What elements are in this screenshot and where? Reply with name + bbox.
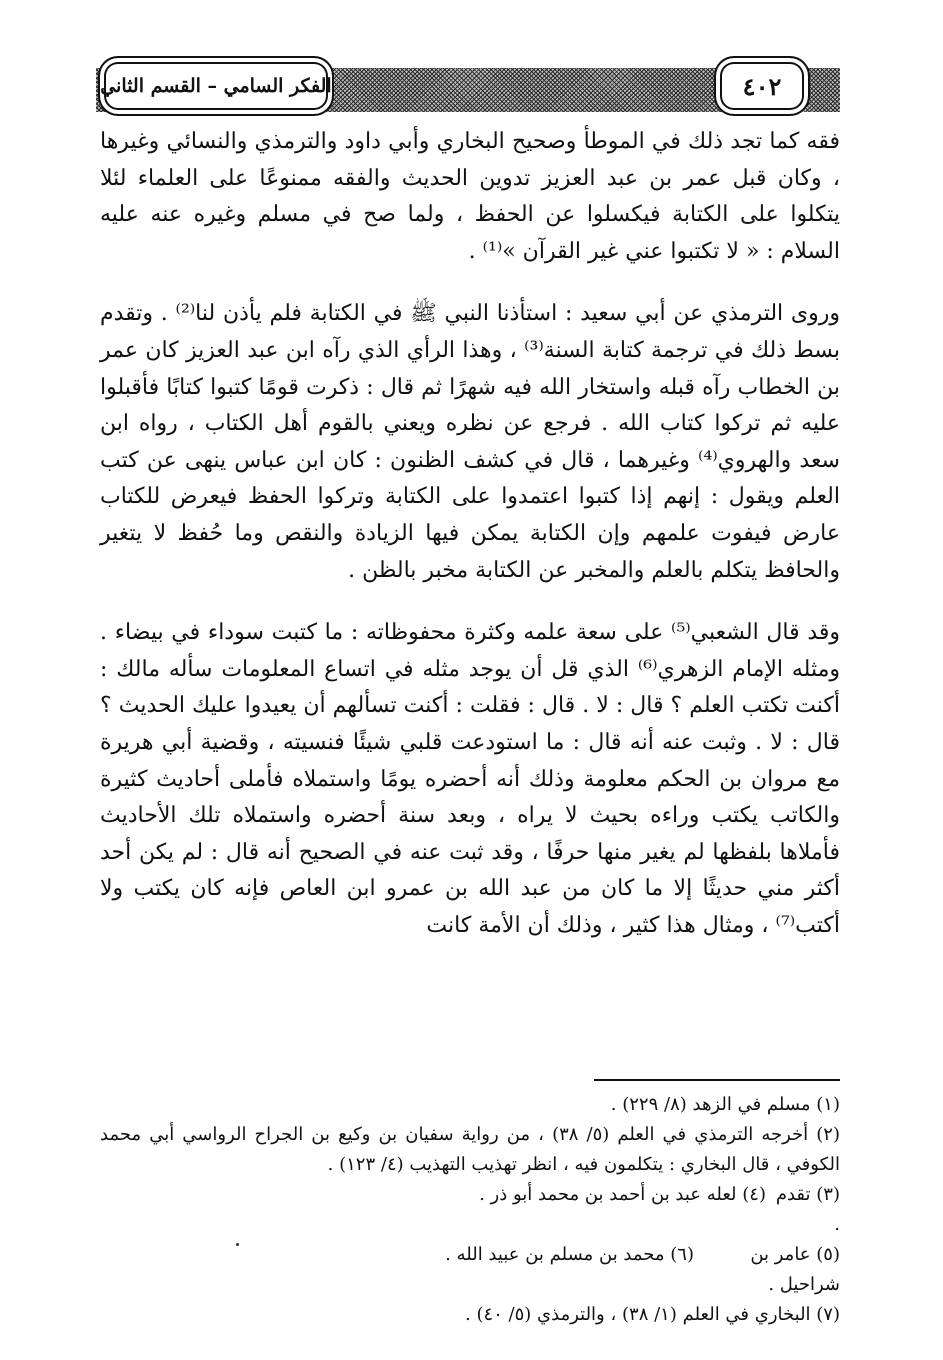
- footnote-row-3-4: [100, 1180, 840, 1240]
- running-title: [98, 56, 334, 116]
- page-number: [714, 56, 810, 116]
- footnotes: [100, 1090, 840, 1330]
- running-title-text: الفكر السامي – القسم الثاني: [100, 75, 332, 97]
- footnote-6: (٦) محمد بن مسلم بن عبيد الله .: [445, 1244, 694, 1265]
- paragraph-2: وروى الترمذي عن أبي سعيد : استأذنا النبي ﷺ في الكتابة فلم يأذن لنا⁽²⁾ . وتقدم بسط ذلك في ترجمة كتابة السنة⁽³⁾ ، وهذا الرأي الذي رآه ابن عبد العزيز كان عمر بن الخطاب رآه قبله واستخار الله فيه شهرًا ثم قال : ذكرت قومًا كتبوا كتابًا فأقبلوا عليه ثم تركوا كتاب الله . فرجع عن نظره ويعني بالقوم أهل الكتاب ، رواه ابن سعد والهروي⁽⁴⁾ وغيرهما ، قال في كشف الظنون : كان ابن عباس ينهى عن كتب العلم ويقول : إنهم إذا كتبوا اعتمدوا على الكتابة وتركوا الحفظ فيعرض للكتاب عارض فيفوت علمهم وإن الكتابة يمكن فيها الزيادة والنقص وما حُفظ لا يتغير والحافظ يتكلم بالعلم والمخبر عن الكتابة مخبر بالظن .: [100, 301, 840, 583]
- footnote-row-5-6: [100, 1240, 840, 1300]
- footnote-4: (٤) لعله عبد بن أحمد بن محمد أبو ذر .: [479, 1184, 766, 1205]
- page-number-text: ٤٠٢: [742, 71, 782, 101]
- paragraph-1: فقه كما تجد ذلك في الموطأ وصحيح البخاري وأبي داود والترمذي والنسائي وغيرها ، وكان قبل عمر بن عبد العزيز تدوين الحديث والفقه ممنوعًا على العلماء لئلا يتكلوا على الكتابة فيكسلوا عن الحفظ ، ولما صح في مسلم وغيره عنه عليه السلام : « لا تكتبوا عني غير القرآن »⁽¹⁾ .: [100, 129, 840, 264]
- footnote-3: (٣) تقدم .: [775, 1184, 840, 1235]
- footnote-5: (٥) عامر بن شراحيل .: [750, 1244, 840, 1295]
- stray-print-dot: [236, 1243, 239, 1246]
- footnote-7: (٧) البخاري في العلم (١/ ٣٨) ، والترمذي (٥/ ٤٠) .: [465, 1304, 840, 1325]
- paragraph-3: وقد قال الشعبي⁽⁵⁾ على سعة علمه وكثرة محفوظاته : ما كتبت سوداء في بيضاء . ومثله الإمام الزهري⁽⁶⁾ الذي قل أن يوجد مثله في اتساع المعلومات سأله مالك : أكنت تكتب العلم ؟ قال : لا . قال : فقلت : أكنت تسألهم أن يعيدوا عليك الحديث ؟ قال : لا . وثبت عنه أنه قال : ما استودعت قلبي شيئًا فنسيته ، وقضية أبي هريرة مع مروان بن الحكم معلومة وذلك أنه أحضره يومًا واستملاه فأملى أحاديث كثيرة والكاتب يكتب وراءه بحيث لا يراه ، وبعد سنة أحضره واستملاه تلك الأحاديث فأملاها بلفظها لم يغير منها حرفًا ، وقد ثبت عنه في الصحيح أنه قال : لم يكن أحد أكثر مني حديثًا إلا ما كان من عبد الله بن عمرو ابن العاص فإنه كان يكتب ولا أكتب⁽⁷⁾ ، ومثال هذا كثير ، وذلك أن الأمة كانت: [100, 620, 841, 938]
- main-text: [100, 124, 840, 944]
- footnote-2: (٢) أخرجه الترمذي في العلم (٥/ ٣٨) ، من رواية سفيان بن وكيع بن الجراح الرواسي أبي محمد الكوفي ، قال البخاري : يتكلمون فيه ، انظر تهذيب التهذيب (٤/ ١٢٣) .: [100, 1124, 840, 1175]
- footnote-separator: [594, 1079, 840, 1081]
- footnote-1: (١) مسلم في الزهد (٨/ ٢٢٩) .: [610, 1094, 840, 1115]
